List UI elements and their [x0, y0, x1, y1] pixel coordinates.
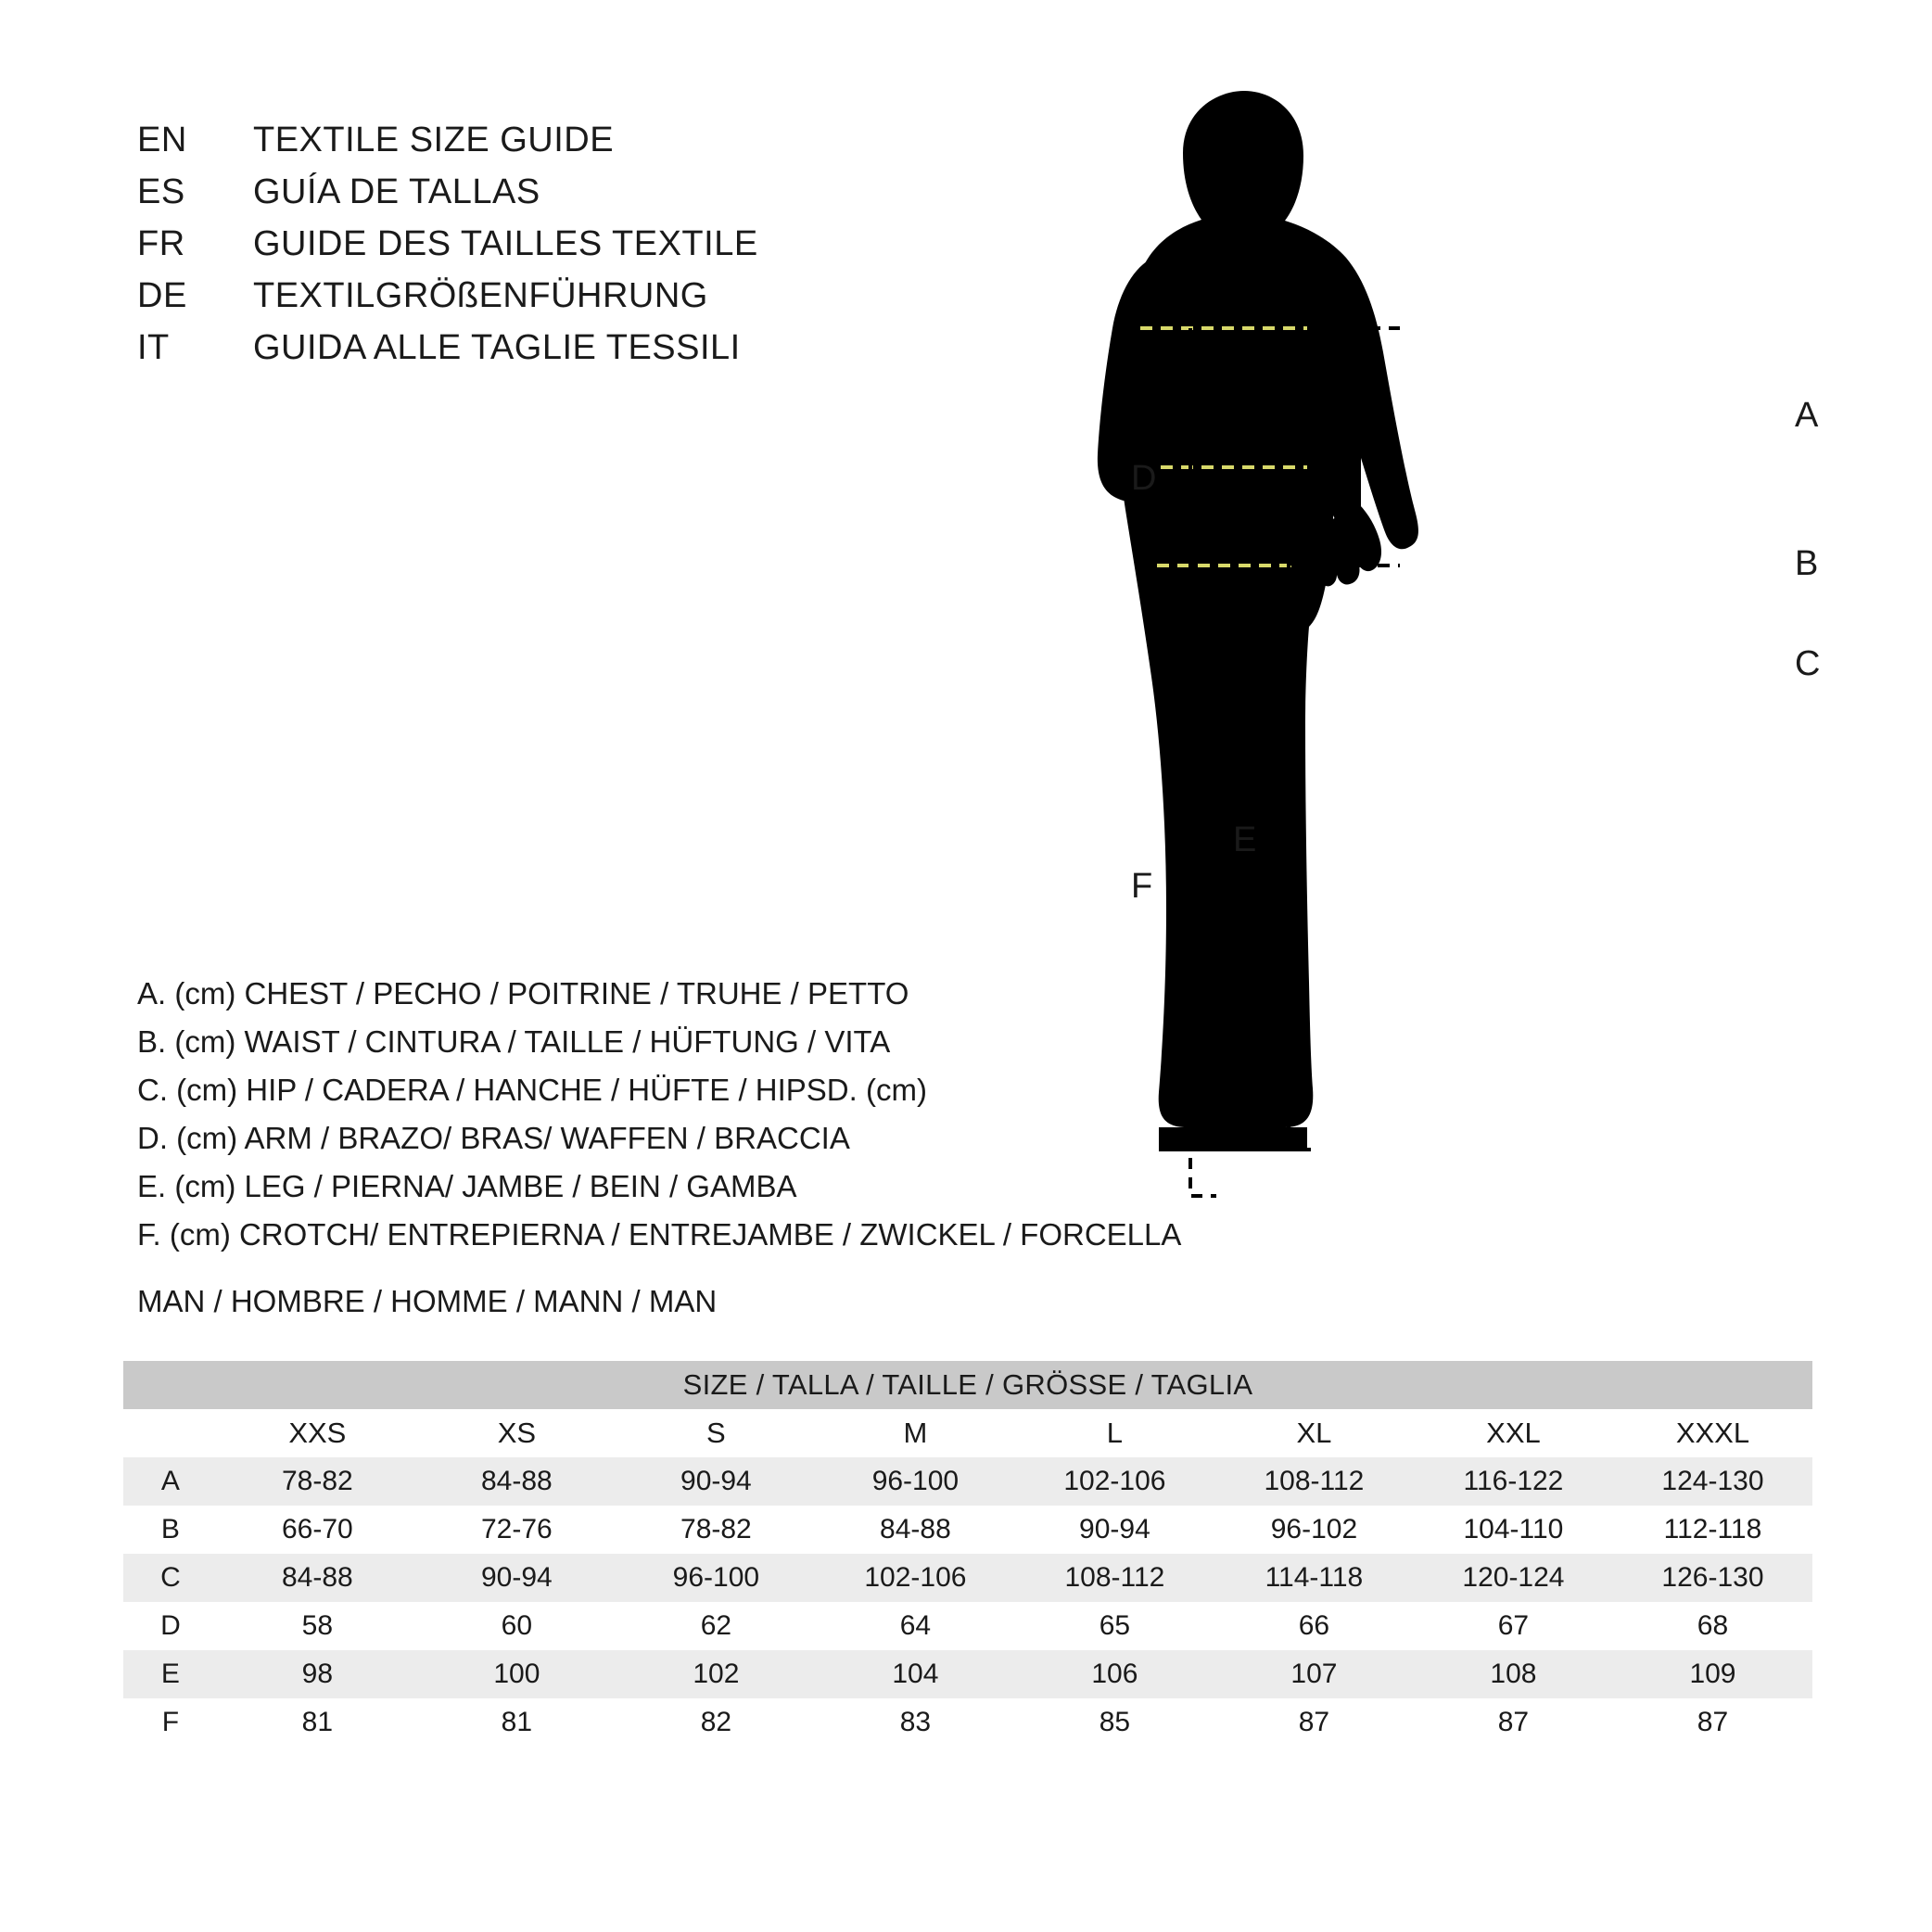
cell: 112-118 [1613, 1506, 1812, 1554]
cell: 104 [816, 1650, 1015, 1698]
cell: 108-112 [1214, 1457, 1414, 1506]
cell: 106 [1015, 1650, 1214, 1698]
cell: 84-88 [816, 1506, 1015, 1554]
row-label-c: C [123, 1554, 218, 1602]
cell: 109 [1613, 1650, 1812, 1698]
label-f: F [1131, 867, 1153, 906]
language-title-block [137, 121, 879, 380]
language-row [137, 224, 879, 276]
cell: 64 [816, 1602, 1015, 1650]
cell: 90-94 [417, 1554, 616, 1602]
column-header-m: M [816, 1409, 1015, 1457]
table-title: SIZE / TALLA / TAILLE / GRÖSSE / TAGLIA [123, 1361, 1812, 1409]
cell: 78-82 [616, 1506, 816, 1554]
cell: 60 [417, 1602, 616, 1650]
cell: 107 [1214, 1650, 1414, 1698]
legend-item-a: A. (cm) CHEST / PECHO / POITRINE / TRUHE / PETTO [137, 976, 909, 1010]
cell: 104-110 [1414, 1506, 1613, 1554]
cell: 87 [1214, 1698, 1414, 1747]
label-e: E [1233, 820, 1257, 859]
column-header-l: L [1015, 1409, 1214, 1457]
cell: 102-106 [1015, 1457, 1214, 1506]
language-code: DE [137, 276, 187, 315]
legend-item-c: C. (cm) HIP / CADERA / HANCHE / HÜFTE / HIPSD. (cm) [137, 1073, 927, 1107]
cell: 114-118 [1214, 1554, 1414, 1602]
cell: 62 [616, 1602, 816, 1650]
cell: 108 [1414, 1650, 1613, 1698]
row-label-e: E [123, 1650, 218, 1698]
table-row [123, 1554, 1812, 1602]
cell: 96-100 [616, 1554, 816, 1602]
cell: 90-94 [1015, 1506, 1214, 1554]
column-header-xxxl: XXXL [1613, 1409, 1812, 1457]
label-c: C [1795, 644, 1821, 683]
cell: 87 [1613, 1698, 1812, 1747]
language-code: EN [137, 121, 187, 159]
header-corner [123, 1409, 218, 1457]
language-row [137, 172, 879, 224]
cell: 90-94 [616, 1457, 816, 1506]
legend-item-b: B. (cm) WAIST / CINTURA / TAILLE / HÜFTUNG / VITA [137, 1024, 891, 1059]
size-table [123, 1361, 1812, 1747]
row-label-b: B [123, 1506, 218, 1554]
cell: 116-122 [1414, 1457, 1613, 1506]
cell: 87 [1414, 1698, 1613, 1747]
language-title: GUÍA DE TALLAS [253, 172, 540, 211]
legend-item-e: E. (cm) LEG / PIERNA/ JAMBE / BEIN / GAMBA [137, 1169, 797, 1203]
column-header-xs: XS [417, 1409, 616, 1457]
cell: 84-88 [417, 1457, 616, 1506]
legend-item-d: D. (cm) ARM / BRAZO/ BRAS/ WAFFEN / BRACCIA [137, 1121, 850, 1155]
cell: 81 [417, 1698, 616, 1747]
column-header-s: S [616, 1409, 816, 1457]
table-row [123, 1698, 1812, 1747]
cell: 96-100 [816, 1457, 1015, 1506]
column-header-xl: XL [1214, 1409, 1414, 1457]
cell: 85 [1015, 1698, 1214, 1747]
legend-item-f: F. (cm) CROTCH/ ENTREPIERNA / ENTREJAMBE / ZWICKEL / FORCELLA [137, 1217, 1182, 1252]
row-label-d: D [123, 1602, 218, 1650]
table-header-row [123, 1409, 1812, 1457]
cell: 124-130 [1613, 1457, 1812, 1506]
cell: 72-76 [417, 1506, 616, 1554]
table-row [123, 1457, 1812, 1506]
cell: 67 [1414, 1602, 1613, 1650]
language-row [137, 328, 879, 380]
language-title: GUIDA ALLE TAGLIE TESSILI [253, 328, 741, 367]
cell: 81 [218, 1698, 417, 1747]
cell: 102-106 [816, 1554, 1015, 1602]
cell: 66 [1214, 1602, 1414, 1650]
cell: 108-112 [1015, 1554, 1214, 1602]
language-title: TEXTILE SIZE GUIDE [253, 121, 615, 159]
column-header-xxs: XXS [218, 1409, 417, 1457]
cell: 83 [816, 1698, 1015, 1747]
table-row [123, 1506, 1812, 1554]
cell: 82 [616, 1698, 816, 1747]
label-b: B [1795, 544, 1819, 583]
cell: 126-130 [1613, 1554, 1812, 1602]
gender-label: MAN / HOMBRE / HOMME / MANN / MAN [137, 1284, 718, 1318]
cell: 68 [1613, 1602, 1812, 1650]
table-row [123, 1602, 1812, 1650]
language-row [137, 276, 879, 328]
cell: 96-102 [1214, 1506, 1414, 1554]
cell: 58 [218, 1602, 417, 1650]
column-header-xxl: XXL [1414, 1409, 1613, 1457]
cell: 84-88 [218, 1554, 417, 1602]
language-code: ES [137, 172, 185, 211]
label-a: A [1795, 396, 1819, 435]
row-label-f: F [123, 1698, 218, 1747]
cell: 98 [218, 1650, 417, 1698]
language-title: TEXTILGRÖßENFÜHRUNG [253, 276, 708, 315]
cell: 78-82 [218, 1457, 417, 1506]
label-d: D [1131, 459, 1157, 498]
cell: 65 [1015, 1602, 1214, 1650]
cell: 100 [417, 1650, 616, 1698]
body-measurement-diagram [1001, 74, 1873, 1270]
language-code: IT [137, 328, 170, 367]
language-row [137, 121, 879, 172]
table-row [123, 1650, 1812, 1698]
cell: 120-124 [1414, 1554, 1613, 1602]
language-code: FR [137, 224, 185, 263]
cell: 102 [616, 1650, 816, 1698]
table-title-row [123, 1361, 1812, 1409]
row-label-a: A [123, 1457, 218, 1506]
cell: 66-70 [218, 1506, 417, 1554]
language-title: GUIDE DES TAILLES TEXTILE [253, 224, 758, 263]
